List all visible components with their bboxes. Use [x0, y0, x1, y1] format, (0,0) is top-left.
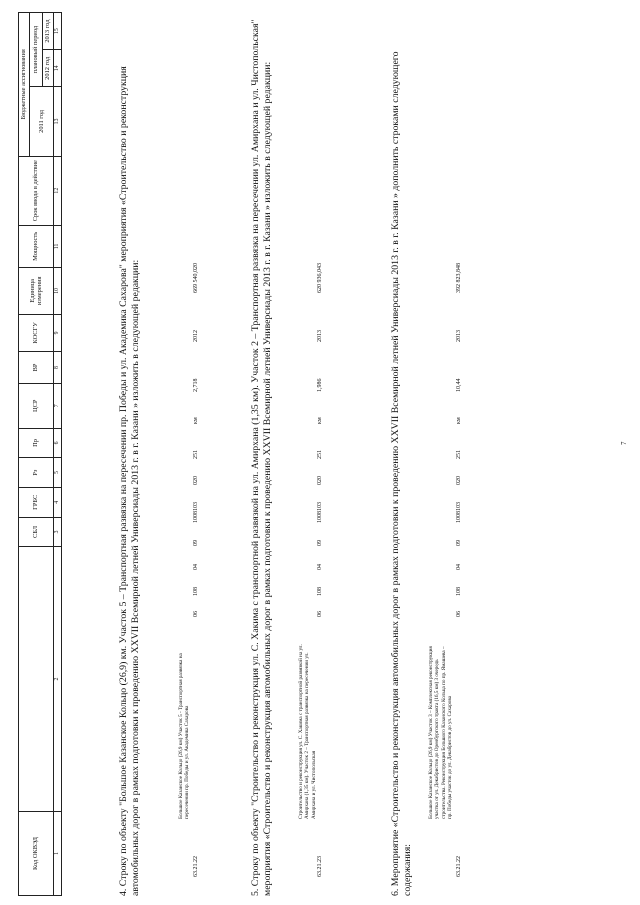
- row-vr: 020: [456, 476, 462, 485]
- header-2011: 2011 год: [30, 87, 54, 156]
- row-year: 2013: [317, 330, 323, 342]
- row-grbs: 108: [193, 587, 199, 596]
- section-4-text: 4. Строку по объекту "Большое Казанское Кольцо (26,9) км. Участок 5 – Транспортная развязка на пересечении пр. Победы и ул. Академика Сахарова" мероприятия «Строительство и реконструкция автомобильных дорог в рамках подготовки к проведению XXVII Всемирной летней Универсиады 2013 г. в г. Казани » изложить в следующей редакции:: [118, 66, 141, 896]
- col-number: 15: [54, 13, 62, 50]
- col-number: 2: [54, 547, 62, 812]
- col-number: 10: [54, 267, 62, 314]
- row-csr: 1008103: [193, 502, 199, 523]
- row-vr: 020: [317, 476, 323, 485]
- col-number: 4: [54, 487, 62, 517]
- row-kod: 63.21.22: [193, 856, 199, 877]
- row-csr: 1008103: [456, 502, 462, 523]
- col-number: 5: [54, 458, 62, 488]
- row-description: Строительство и реконструкция ул. С. Хакима с транспортной развязкой на ул. Амирхана (1,35 км). Участок 2 – Транспортная развязка на пересечении ул. Амирхана и ул. Чистопольская: [298, 644, 317, 819]
- row-vr: 020: [193, 476, 199, 485]
- row-description: Большое Казанское Кольцо (26,9 км) Участок 3 – Комплексная реконструкция участка от ул. Декабристов до Оренбургского тракта (16,5 км) 3 очередь строительства. Реконструкция Большого Казанского Кольца по пр. Ямашева – пр. Победы участок до ул. Декабристов до ул. Сахарова: [428, 646, 453, 819]
- row-unit: км: [317, 417, 323, 424]
- row-kosgu: 251: [456, 450, 462, 459]
- row-kosgu: 251: [193, 450, 199, 459]
- row-grbs: 108: [317, 587, 323, 596]
- page-number: 7: [620, 441, 628, 445]
- table-header: [18, 12, 62, 896]
- row-amount: 620 936,043: [317, 263, 323, 293]
- header-rz: Рз: [19, 458, 54, 488]
- col-number: 8: [54, 351, 62, 383]
- header-unit: Единица измерения: [19, 267, 54, 314]
- col-number: 1: [54, 811, 62, 895]
- row-rz: 04: [193, 564, 199, 570]
- header-kod: Код ОКВЭД: [19, 811, 54, 895]
- header-csr: ЦСР: [19, 384, 54, 429]
- header-capacity: Мощность: [19, 225, 54, 267]
- header-kosgu: КОСГУ: [19, 314, 54, 351]
- row-amount: 669 540,020: [193, 263, 199, 293]
- section-6-text: 6. Мероприятие «Строительство и реконструкция автомобильных дорог в рамках подготовки к проведению XXVII Всемирной летней Универсиады 2013 г. в г. Казани » дополнить строками следующего содержания:: [390, 51, 413, 896]
- row-unit: км: [193, 417, 199, 424]
- col-number: 14: [54, 50, 62, 87]
- row-pr: 09: [193, 540, 199, 546]
- col-number: 7: [54, 384, 62, 429]
- row-year: 2013: [456, 330, 462, 342]
- header-planning: плановый период: [30, 13, 43, 87]
- row-rz: 04: [317, 564, 323, 570]
- row-kosgu: 251: [317, 450, 323, 459]
- row-unit: км: [456, 417, 462, 424]
- row-year: 2012: [193, 330, 199, 342]
- row-pr: 09: [456, 540, 462, 546]
- row-amount: 392 823,848: [456, 263, 462, 293]
- row-kod: 63.21.23: [317, 856, 323, 877]
- row-capacity: 1,986: [317, 378, 323, 392]
- header-vr: ВР: [19, 351, 54, 383]
- header-pr: Пр: [19, 428, 54, 458]
- col-number: 11: [54, 225, 62, 267]
- header-commission: Срок ввода в действие: [19, 156, 54, 225]
- row-pr: 09: [317, 540, 323, 546]
- col-number: 9: [54, 314, 62, 351]
- row-grbs: 108: [456, 587, 462, 596]
- col-number: 12: [54, 156, 62, 225]
- header-2012: 2012 год: [42, 50, 54, 87]
- row-capacity: 2,718: [193, 378, 199, 392]
- col-number: 6: [54, 428, 62, 458]
- row-description: Большое Казанское Кольцо (26,9 км) Участок 5 - Транспортная развязка на пересечении пр. Победы и ул. Академика Сахарова: [178, 653, 191, 819]
- row-sbl: 06: [317, 611, 323, 617]
- row-csr: 1008103: [317, 502, 323, 523]
- header-sbl: СБЛ: [19, 517, 54, 547]
- col-number: 3: [54, 517, 62, 547]
- row-sbl: 06: [193, 611, 199, 617]
- header-grbs: ГРБС: [19, 487, 54, 517]
- header-2013: 2013 год: [42, 13, 54, 50]
- row-rz: 04: [456, 564, 462, 570]
- header-name: [19, 547, 54, 812]
- row-kod: 63.21.22: [456, 856, 462, 877]
- col-number: 13: [54, 87, 62, 156]
- header-budget: Бюджетные ассигнования: [19, 13, 30, 157]
- row-capacity: 10,44: [456, 378, 462, 392]
- row-sbl: 06: [456, 611, 462, 617]
- section-5-text: 5. Строку по объекту "Строительство и реконструкция ул. С. Хакима с транспортной развязкой на ул. Амирхана (1,35 км). Участок 2 – Транспортная развязка на пересечении ул. Амирхана и ул. Чистопольская" мероприятия «Строительство и реконструкция автомобильных дорог в рамках подготовки к проведению XXVII Всемирной летней Универсиады 2013 г. в г. Казани » изложить в следующей редакции:: [250, 19, 273, 896]
